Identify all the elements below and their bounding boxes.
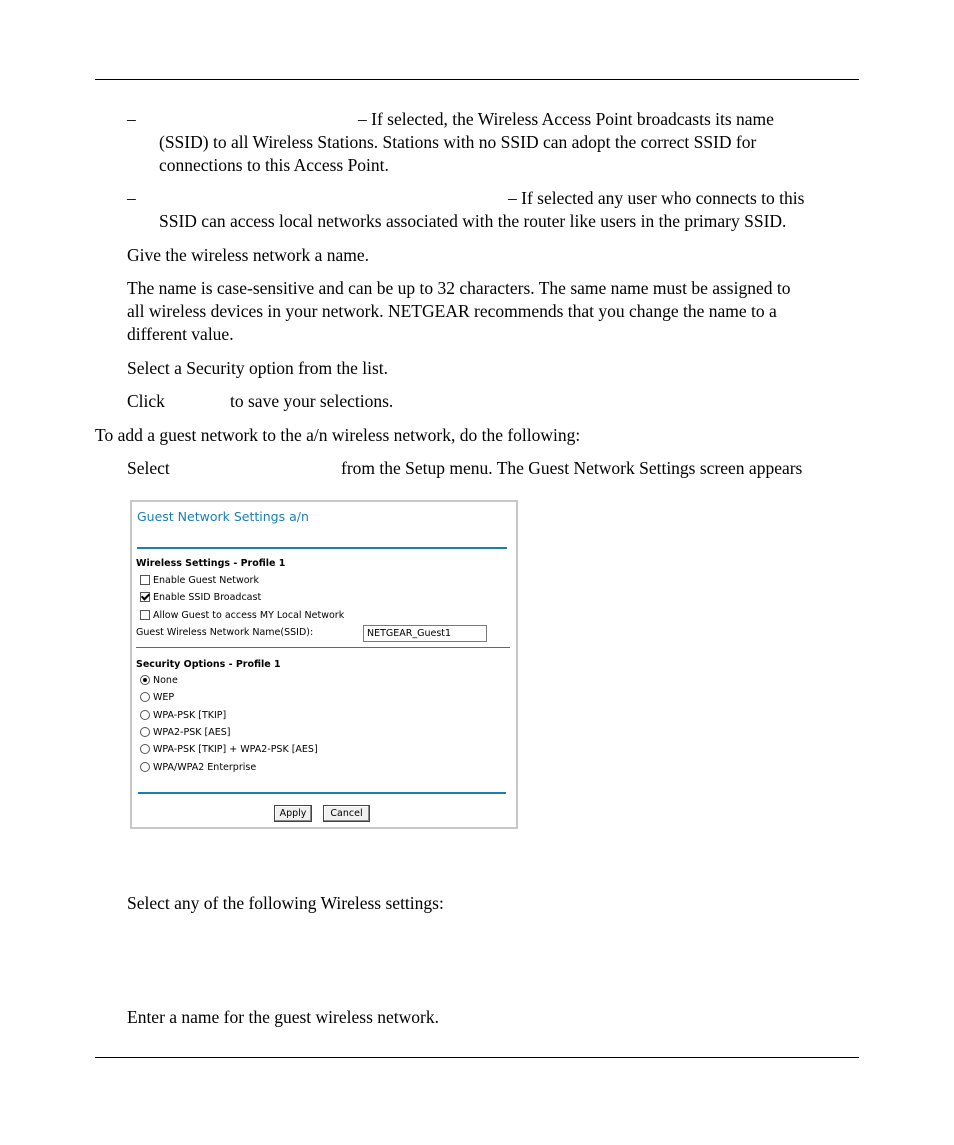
cancel-button[interactable]: Cancel: [323, 805, 370, 822]
security-divider: [138, 792, 506, 794]
enable-ssid-broadcast-option[interactable]: [140, 590, 261, 604]
security-wpa-psk-label: WPA-PSK [TKIP]: [153, 709, 227, 721]
enable-guest-network-checkbox[interactable]: [140, 575, 150, 585]
security-wpa2-psk-label: WPA2-PSK [AES]: [153, 726, 231, 738]
enter-name-text: Enter a name for the guest wireless network.: [127, 1007, 439, 1027]
security-none-label: None: [153, 674, 178, 686]
enable-guest-network-option[interactable]: [140, 573, 259, 587]
security-options-heading: Security Options - Profile 1: [136, 659, 281, 670]
title-divider: [137, 547, 507, 549]
select-security-text: Select a Security option from the list.: [127, 358, 388, 378]
ssid-input[interactable]: [363, 625, 487, 642]
click-text: Click: [127, 391, 165, 411]
security-mixed-option[interactable]: [140, 742, 318, 756]
wireless-settings-heading: Wireless Settings - Profile 1: [136, 558, 286, 569]
allow-local-network-checkbox[interactable]: [140, 610, 150, 620]
enable-guest-network-label: Enable Guest Network: [153, 574, 259, 586]
security-wep-label: WEP: [153, 691, 175, 703]
bullet-dash: –: [127, 188, 136, 208]
give-name-text: Give the wireless network a name.: [127, 245, 370, 265]
security-mixed-label: WPA-PSK [TKIP] + WPA2-PSK [AES]: [153, 743, 318, 755]
case-sensitive-line2: all wireless devices in your network. NETGEAR recommends that you change the name to a: [127, 301, 777, 321]
select-any-text: Select any of the following Wireless settings:: [127, 893, 444, 913]
security-wpa2-psk-radio[interactable]: [140, 727, 150, 737]
security-enterprise-option[interactable]: [140, 760, 256, 774]
broadcast-text-line1: – If selected, the Wireless Access Point broadcasts its name: [358, 109, 774, 129]
security-wep-radio[interactable]: [140, 692, 150, 702]
security-mixed-radio[interactable]: [140, 744, 150, 754]
enable-ssid-broadcast-checkbox[interactable]: [140, 592, 150, 602]
case-sensitive-line3: different value.: [127, 324, 234, 344]
ssid-label: Guest Wireless Network Name(SSID):: [136, 627, 314, 638]
security-wpa2-psk-option[interactable]: [140, 725, 230, 739]
save-selections-text: to save your selections.: [230, 391, 394, 411]
security-none-option[interactable]: [140, 673, 178, 687]
add-guest-intro: To add a guest network to the a/n wireless network, do the following:: [95, 425, 581, 445]
allow-local-network-option[interactable]: [140, 608, 344, 622]
apply-button[interactable]: Apply: [274, 805, 312, 822]
security-enterprise-radio[interactable]: [140, 762, 150, 772]
security-wpa-psk-option[interactable]: [140, 708, 226, 722]
figure-title: Guest Network Settings a/n: [137, 509, 309, 524]
security-none-radio[interactable]: [140, 675, 150, 685]
bottom-rule: [95, 1057, 859, 1058]
security-wpa-psk-radio[interactable]: [140, 710, 150, 720]
allow-local-network-label: Allow Guest to access MY Local Network: [153, 609, 345, 621]
broadcast-text-line3: connections to this Access Point.: [159, 155, 389, 175]
top-rule: [95, 79, 859, 80]
setup-menu-text: from the Setup menu. The Guest Network Settings screen appears: [341, 458, 803, 478]
local-access-text-line1: – If selected any user who connects to this: [508, 188, 805, 208]
select-text: Select: [127, 458, 170, 478]
case-sensitive-line1: The name is case-sensitive and can be up to 32 characters. The same name must be assigned to: [127, 278, 791, 298]
security-wep-option[interactable]: [140, 690, 174, 704]
broadcast-text-line2: (SSID) to all Wireless Stations. Stations with no SSID can adopt the correct SSID for: [159, 132, 757, 152]
wireless-divider: [136, 647, 510, 648]
bullet-dash: –: [127, 109, 136, 129]
local-access-text-line2: SSID can access local networks associated with the router like users in the primary SSID.: [159, 211, 787, 231]
guest-network-settings-figure: [130, 500, 518, 829]
enable-ssid-broadcast-label: Enable SSID Broadcast: [153, 591, 262, 603]
security-enterprise-label: WPA/WPA2 Enterprise: [153, 761, 257, 773]
